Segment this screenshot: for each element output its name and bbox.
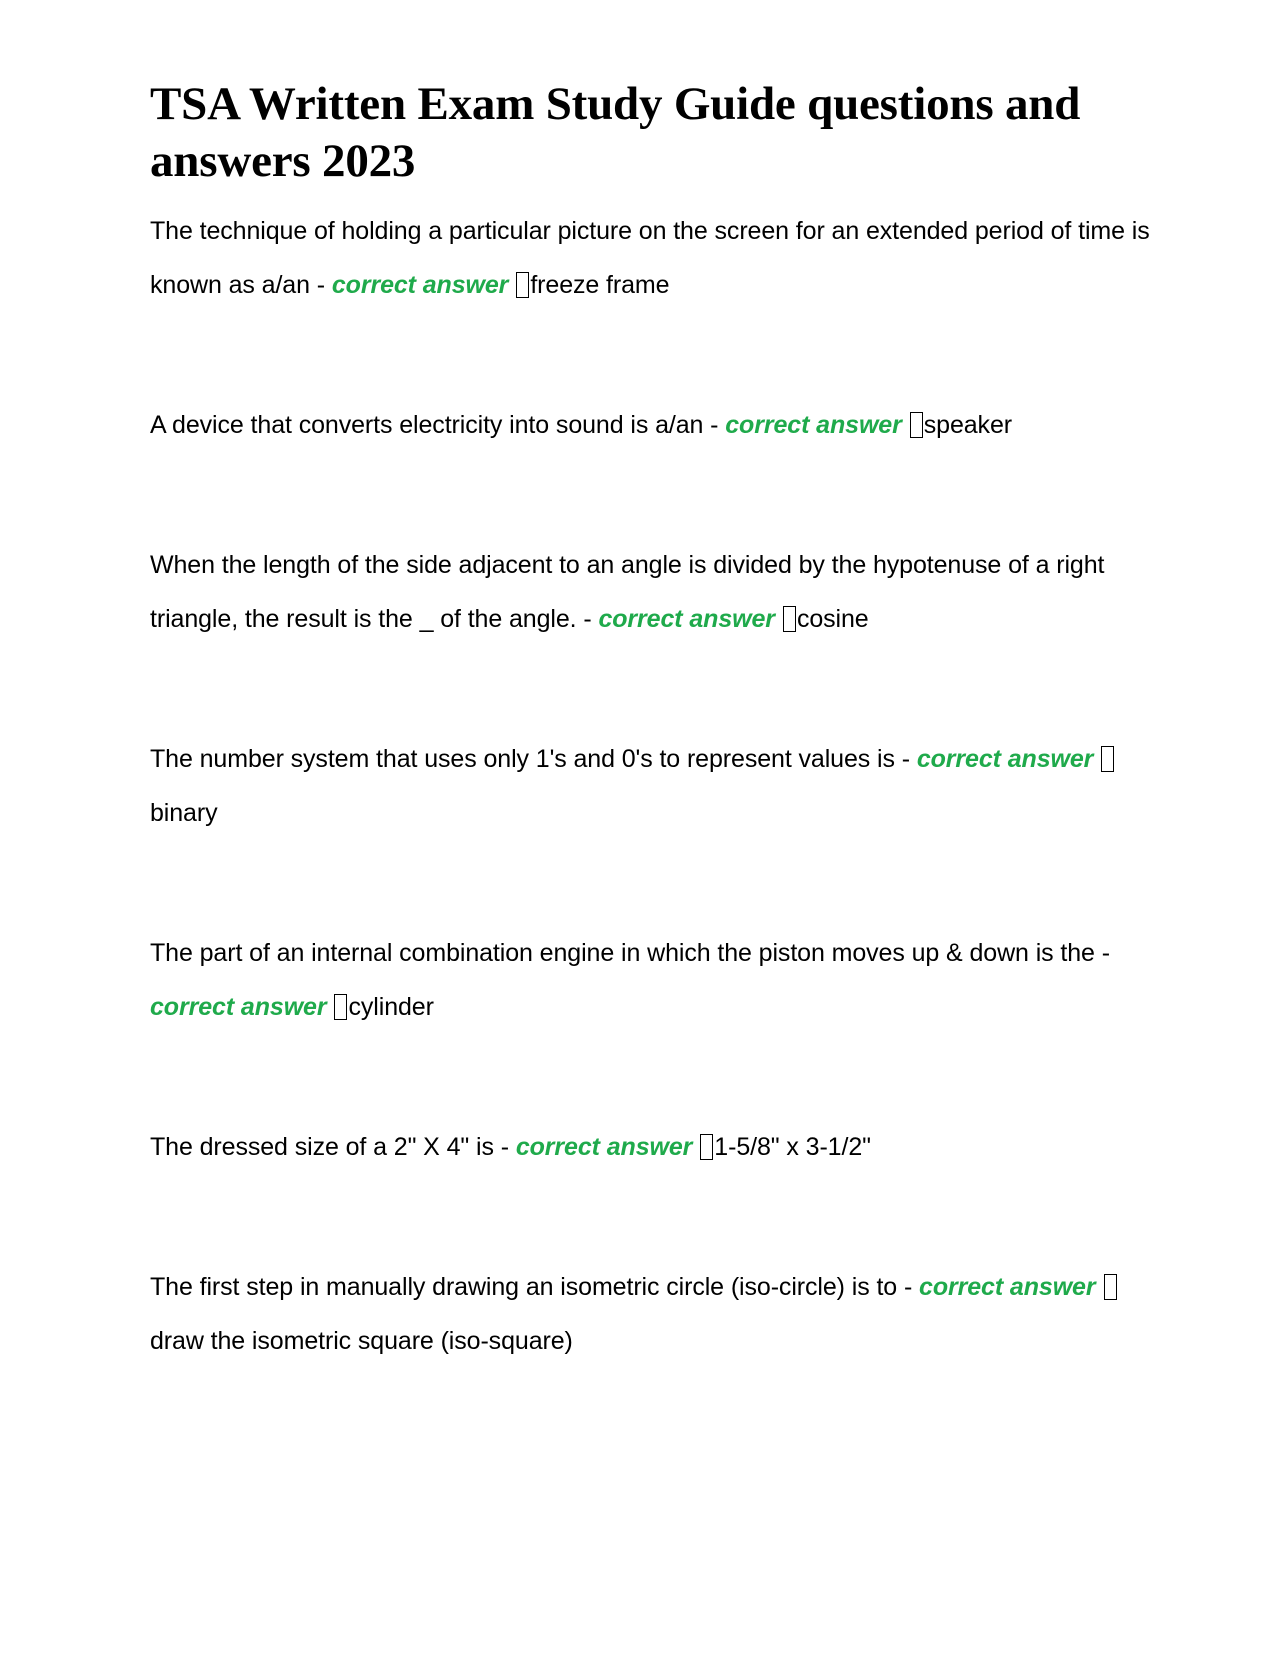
missing-glyph-icon	[516, 272, 529, 298]
missing-glyph-icon	[700, 1134, 713, 1160]
answer-text: cylinder	[348, 993, 434, 1021]
question-text: A device that converts electricity into sound is a/an -	[150, 411, 726, 439]
question-text: When the length of the side adjacent to an angle is divided by the hypotenuse of a right triangle, the result is the _ of the angle. -	[150, 551, 1105, 633]
missing-glyph-icon	[783, 606, 796, 632]
correct-answer-label: correct answer	[916, 745, 1094, 773]
answer-text: binary	[150, 799, 218, 827]
document-title: TSA Written Exam Study Guide questions and answers 2023	[150, 78, 1081, 187]
document-page	[150, 76, 1150, 1454]
qa-item	[150, 732, 1150, 840]
qa-item	[150, 398, 1150, 452]
answer-text: cosine	[796, 605, 869, 633]
missing-glyph-icon	[1101, 746, 1114, 772]
question-text: The first step in manually drawing an isometric circle (iso-circle) is to -	[150, 1273, 920, 1301]
qa-item	[150, 926, 1150, 1034]
correct-answer-label: correct answer	[515, 1133, 693, 1161]
correct-answer-label: correct answer	[598, 605, 775, 633]
question-text: The technique of holding a particular picture on the screen for an extended period of time is known as a/an -	[150, 217, 1150, 299]
question-text: The number system that uses only 1's and 0's to represent values is -	[150, 745, 917, 773]
missing-glyph-icon	[910, 412, 923, 438]
answer-text: draw the isometric square (iso-square)	[150, 1327, 573, 1355]
question-text: The part of an internal combination engine in which the piston moves up & down is the -	[150, 939, 1110, 967]
correct-answer-label: correct answer	[331, 271, 509, 299]
answer-text: freeze frame	[530, 271, 670, 299]
qa-item	[150, 1120, 1150, 1174]
question-text: The dressed size of a 2" X 4" is -	[150, 1133, 516, 1161]
missing-glyph-icon	[334, 994, 347, 1020]
answer-text: 1-5/8" x 3-1/2"	[714, 1133, 871, 1161]
qa-item	[150, 1260, 1150, 1368]
correct-answer-label: correct answer	[150, 993, 327, 1021]
qa-item	[150, 538, 1150, 646]
correct-answer-label: correct answer	[725, 411, 902, 439]
qa-item	[150, 204, 1150, 312]
correct-answer-label: correct answer	[919, 1273, 1096, 1301]
answer-text: speaker	[923, 411, 1012, 439]
missing-glyph-icon	[1104, 1274, 1117, 1300]
